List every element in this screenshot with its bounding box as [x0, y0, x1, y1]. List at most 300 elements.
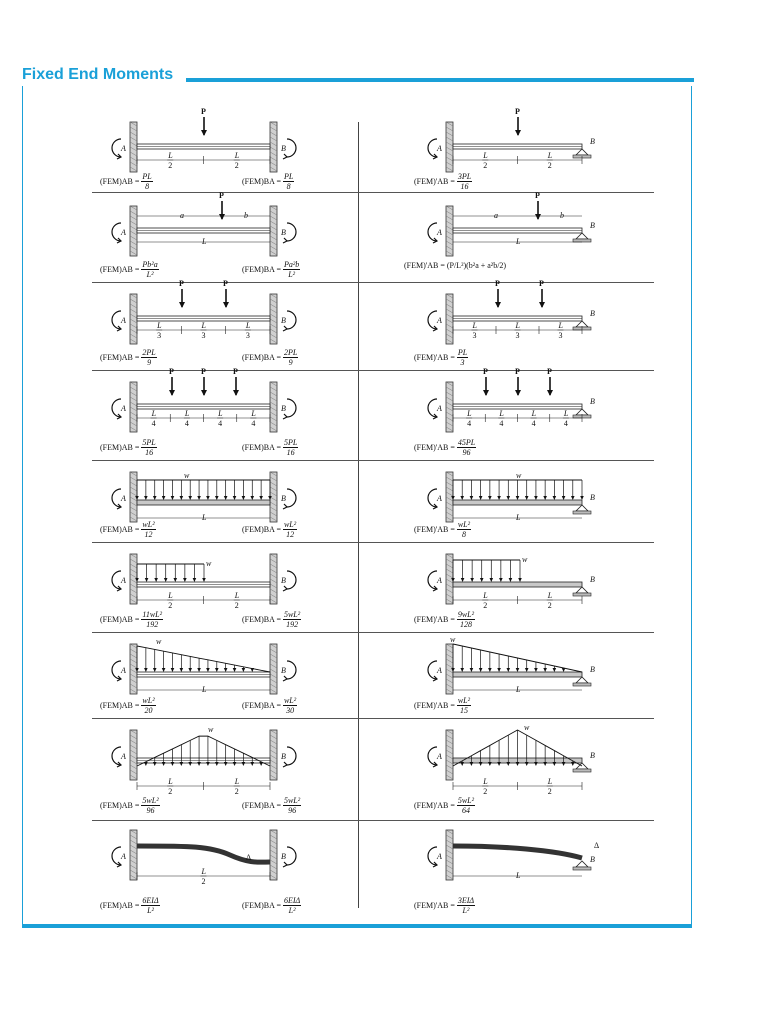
- formula-fraction: [283, 896, 301, 915]
- dimension-label: L: [151, 409, 157, 418]
- fem-ab-formula: [100, 610, 163, 629]
- load-label-w: w: [156, 637, 162, 646]
- moment-arrow-icon: [287, 139, 296, 157]
- formula-lhs: (FEM)AB =: [100, 701, 140, 710]
- moment-arrow-icon: [287, 661, 296, 679]
- support-label-b: B: [590, 137, 595, 146]
- formula-lhs: (FEM)AB =: [100, 177, 140, 186]
- fixed-support-wall: [130, 294, 137, 344]
- dimension-label: L: [202, 685, 207, 694]
- moment-arrow-icon: [112, 571, 121, 589]
- fixed-fixed-case: [100, 634, 320, 716]
- formula-numerator: wL²: [457, 696, 471, 705]
- moment-arrow-icon: [428, 847, 437, 865]
- support-label-a: A: [437, 404, 442, 413]
- moment-arrow-icon: [112, 747, 121, 765]
- dimension-label: L: [245, 321, 251, 330]
- load-label-p: P: [223, 279, 228, 288]
- formula-fraction: [141, 260, 158, 279]
- formula-numerator: 5wL²: [457, 796, 475, 805]
- formula-denominator: 16: [286, 448, 295, 457]
- fixed-support-wall: [130, 206, 137, 256]
- formula-denominator: 20: [144, 706, 153, 715]
- fem-ab-pinned-formula: [414, 438, 476, 457]
- fixed-support-wall: [270, 554, 277, 604]
- fixed-fixed-case: [100, 107, 320, 192]
- dimension-label: L: [201, 867, 206, 876]
- fem-ba-formula: [242, 696, 297, 715]
- dimension-denominator: 3: [472, 331, 477, 340]
- support-label-a: A: [121, 752, 126, 761]
- fem-ba-formula: [242, 260, 300, 279]
- fixed-support-wall: [446, 830, 453, 880]
- title-rule: [186, 78, 694, 82]
- formula-numerator: wL²: [457, 520, 471, 529]
- support-label-a: A: [121, 576, 126, 585]
- fixed-fixed-case: [100, 367, 320, 458]
- support-label-b: B: [281, 404, 286, 413]
- support-label-b: B: [281, 494, 286, 503]
- dimension-label: L: [251, 409, 256, 418]
- settlement-label: Δ: [246, 853, 252, 862]
- dimension-denominator: 2: [234, 161, 239, 170]
- row-separator: [92, 370, 654, 371]
- moment-arrow-icon: [287, 399, 296, 417]
- formula-numerator: 5wL²: [142, 796, 159, 805]
- fixed-fixed-case: [100, 544, 320, 630]
- fem-ba-formula: [242, 610, 301, 629]
- fixed-pinned-case: [404, 107, 624, 192]
- formula-fraction: [457, 696, 471, 715]
- dimension-label: L: [218, 409, 223, 418]
- moment-arrow-icon: [112, 223, 121, 241]
- dimension-label: L: [547, 591, 553, 600]
- fixed-pinned-case: [404, 634, 624, 716]
- formula-fraction: [283, 796, 301, 815]
- moment-arrow-icon: [287, 747, 296, 765]
- dimension-denominator: 4: [151, 419, 156, 428]
- formula-fraction: [283, 438, 298, 457]
- formula-lhs: (FEM)BA =: [242, 701, 281, 710]
- deflected-beam: [453, 846, 582, 858]
- moment-arrow-icon: [287, 847, 296, 865]
- dimension-label: L: [202, 513, 207, 522]
- fixed-fixed-case: [100, 279, 320, 368]
- formula-denominator: L²: [462, 906, 470, 915]
- dimension-label: L: [499, 409, 504, 418]
- formula-lhs: (FEM)AB =: [100, 801, 140, 810]
- fixed-pinned-case: [404, 367, 624, 458]
- dimension-denominator: 2: [483, 161, 488, 170]
- dimension-denominator: 2: [201, 877, 206, 886]
- formula-fraction: [141, 438, 156, 457]
- dimension-label-a: a: [494, 211, 498, 220]
- moment-arrow-icon: [112, 139, 121, 157]
- fem-ba-formula: [242, 796, 301, 815]
- formula-denominator: 16: [460, 182, 469, 191]
- dimension-label: L: [483, 591, 488, 600]
- support-label-a: A: [437, 852, 442, 861]
- dimension-denominator: 2: [168, 161, 173, 170]
- dimension-denominator: 2: [483, 787, 488, 796]
- load-label-p: P: [539, 279, 544, 288]
- fixed-pinned-case: [404, 544, 624, 630]
- formula-numerator: 5PL: [142, 438, 156, 447]
- load-label-w: w: [524, 723, 530, 732]
- formula-lhs: (FEM)BA =: [242, 525, 281, 534]
- fem-ba-formula: [242, 348, 298, 367]
- support-label-a: A: [121, 404, 126, 413]
- support-label-a: A: [121, 666, 126, 675]
- formula-lhs: (FEM)'AB =: [414, 701, 455, 710]
- fixed-pinned-case: [404, 462, 624, 540]
- dimension-denominator: 4: [531, 419, 536, 428]
- dimension-denominator: 3: [558, 331, 563, 340]
- dimension-denominator: 3: [515, 331, 520, 340]
- formula-lhs: (FEM)'AB =: [414, 177, 455, 186]
- formula-numerator: PL: [457, 348, 468, 357]
- fixed-support-wall: [446, 730, 453, 780]
- support-label-b: B: [590, 397, 595, 406]
- formula-fraction: [283, 172, 294, 191]
- formula-fraction: [283, 348, 298, 367]
- dimension-label: L: [516, 871, 521, 880]
- dimension-denominator: 2: [168, 787, 173, 796]
- dimension-label-b: b: [560, 211, 564, 220]
- formula-lhs: (FEM)'AB =: [414, 443, 455, 452]
- dimension-denominator: 4: [218, 419, 223, 428]
- formula-fraction: [457, 796, 475, 815]
- formula-fraction: [457, 520, 471, 539]
- formula-lhs: (FEM)'AB = (P/L²)(b²a + a²b/2): [404, 260, 507, 270]
- support-label-a: A: [437, 666, 442, 675]
- dimension-label: L: [547, 151, 553, 160]
- row-separator: [92, 718, 654, 719]
- formula-numerator: 2PL: [283, 348, 298, 357]
- formula-denominator: L²: [146, 270, 154, 279]
- formula-fraction: [141, 796, 159, 815]
- fixed-support-wall: [446, 206, 453, 256]
- formula-denominator: 128: [459, 620, 472, 629]
- fixed-pinned-case: [404, 191, 624, 280]
- dimension-label-a: a: [180, 211, 184, 220]
- dimension-denominator: 2: [483, 601, 488, 610]
- dimension-label: L: [483, 777, 488, 786]
- load-label-w: w: [184, 471, 190, 480]
- formula-lhs: (FEM)BA =: [242, 265, 281, 274]
- formula-denominator: 8: [145, 182, 150, 191]
- dimension-denominator: 2: [234, 787, 239, 796]
- dimension-label: L: [234, 777, 240, 786]
- row-separator: [92, 282, 654, 283]
- formula-numerator: wL²: [283, 520, 297, 529]
- formula-lhs: (FEM)AB =: [100, 353, 140, 362]
- support-label-b: B: [281, 852, 286, 861]
- formula-lhs: (FEM)AB =: [100, 901, 140, 910]
- support-label-b: B: [281, 144, 286, 153]
- fixed-pinned-case: [404, 820, 624, 916]
- dimension-label: L: [157, 321, 162, 330]
- fixed-support-wall: [270, 730, 277, 780]
- formula-lhs: (FEM)BA =: [242, 901, 281, 910]
- dimension-label: L: [516, 237, 521, 246]
- fixed-support-wall: [130, 382, 137, 432]
- support-label-b: B: [281, 228, 286, 237]
- formula-lhs: (FEM)BA =: [242, 801, 281, 810]
- dimension-label: L: [202, 237, 207, 246]
- support-label-b: B: [281, 752, 286, 761]
- formula-numerator: wL²: [142, 696, 155, 705]
- formula-numerator: 6EIΔ: [142, 896, 159, 905]
- fixed-support-wall: [270, 382, 277, 432]
- formula-numerator: 2PL: [142, 348, 156, 357]
- fixed-support-wall: [130, 122, 137, 172]
- formula-numerator: wL²: [283, 696, 297, 705]
- support-label-b: B: [281, 316, 286, 325]
- fem-ab-pinned-formula: [414, 172, 472, 191]
- dimension-denominator: 2: [547, 601, 552, 610]
- formula-numerator: Pa²b: [283, 260, 300, 269]
- row-separator: [92, 632, 654, 633]
- formula-numerator: 11wL²: [142, 610, 162, 619]
- beam: [453, 500, 582, 505]
- formula-numerator: 5wL²: [283, 796, 301, 805]
- formula-denominator: 64: [461, 806, 470, 815]
- support-label-a: A: [437, 494, 442, 503]
- dimension-denominator: 4: [563, 419, 568, 428]
- formula-denominator: 96: [146, 806, 155, 815]
- formula-lhs: (FEM)BA =: [242, 177, 281, 186]
- dimension-label: L: [168, 591, 173, 600]
- fem-ab-pinned-formula: [414, 796, 475, 815]
- support-label-a: A: [121, 228, 126, 237]
- formula-fraction: [283, 520, 297, 539]
- formula-denominator: 12: [144, 530, 153, 539]
- fixed-support-wall: [270, 644, 277, 694]
- fem-ab-pinned-formula: [414, 696, 471, 715]
- beam: [453, 582, 582, 587]
- dimension-label: L: [168, 777, 173, 786]
- fem-ab-formula: [100, 260, 159, 279]
- load-label-p: P: [201, 107, 206, 116]
- support-label-a: A: [437, 752, 442, 761]
- dimension-label: L: [558, 321, 563, 330]
- moment-arrow-icon: [428, 399, 437, 417]
- formula-lhs: (FEM)BA =: [242, 443, 281, 452]
- column-divider: [358, 122, 359, 908]
- formula-fraction: [283, 696, 297, 715]
- fem-ba-formula: [242, 896, 301, 915]
- fem-ab-formula: [100, 520, 156, 539]
- support-label-b: B: [590, 855, 595, 864]
- load-label-p: P: [233, 367, 238, 376]
- fem-ab-pinned-formula: [414, 610, 475, 629]
- fixed-support-wall: [446, 382, 453, 432]
- moment-arrow-icon: [112, 847, 121, 865]
- load-label-w: w: [522, 555, 528, 564]
- dimension-label: L: [168, 151, 173, 160]
- dimension-denominator: 4: [467, 419, 472, 428]
- fem-ab-formula: [100, 438, 157, 457]
- roller-support-icon: [576, 677, 588, 683]
- load-label-w: w: [450, 635, 456, 644]
- formula-numerator: 3EIΔ: [457, 896, 475, 905]
- formula-denominator: L²: [288, 270, 296, 279]
- fixed-support-wall: [270, 830, 277, 880]
- fixed-fixed-case: [100, 191, 320, 280]
- formula-denominator: L²: [147, 906, 154, 915]
- formula-lhs: (FEM)AB =: [100, 615, 140, 624]
- formula-lhs: (FEM)'AB =: [414, 525, 455, 534]
- fixed-support-wall: [446, 122, 453, 172]
- roller-support-icon: [576, 233, 588, 239]
- roller-support-icon: [576, 149, 588, 155]
- support-label-b: B: [590, 221, 595, 230]
- support-label-b: B: [281, 576, 286, 585]
- dimension-label: L: [516, 685, 521, 694]
- support-label-b: B: [281, 666, 286, 675]
- support-label-b: B: [590, 493, 595, 502]
- load-label-p: P: [535, 191, 540, 200]
- fixed-fixed-case: [100, 462, 320, 540]
- fem-ba-formula: [242, 172, 294, 191]
- formula-numerator: wL²: [142, 520, 155, 529]
- support-label-a: A: [121, 494, 126, 503]
- dimension-label: L: [467, 409, 472, 418]
- formula-denominator: 192: [286, 620, 299, 629]
- moment-arrow-icon: [428, 747, 437, 765]
- formula-denominator: 96: [462, 448, 471, 457]
- formula-denominator: 15: [459, 706, 468, 715]
- formula-fraction: [141, 896, 159, 915]
- moment-arrow-icon: [287, 489, 296, 507]
- support-label-a: A: [437, 144, 442, 153]
- formula-denominator: 8: [461, 530, 466, 539]
- load-label-w: w: [208, 725, 214, 734]
- formula-fraction: [283, 260, 300, 279]
- dimension-label: L: [234, 151, 240, 160]
- formula-fraction: [457, 610, 475, 629]
- beam: [137, 500, 270, 505]
- formula-denominator: 96: [288, 806, 297, 815]
- fem-ab-pinned-formula: [404, 260, 506, 270]
- row-separator: [92, 542, 654, 543]
- support-label-a: A: [121, 316, 126, 325]
- dimension-label: L: [483, 151, 488, 160]
- formula-fraction: [457, 896, 475, 915]
- dimension-label-b: b: [244, 211, 248, 220]
- page-title: Fixed End Moments: [22, 66, 174, 83]
- fixed-support-wall: [270, 122, 277, 172]
- formula-fraction: [457, 172, 472, 191]
- load-label-p: P: [201, 367, 206, 376]
- formula-fraction: [141, 520, 155, 539]
- formula-denominator: 9: [147, 358, 152, 367]
- fem-ba-formula: [242, 520, 297, 539]
- support-label-a: A: [437, 576, 442, 585]
- dimension-denominator: 2: [547, 161, 552, 170]
- row-separator: [92, 192, 654, 193]
- dimension-denominator: 3: [157, 331, 162, 340]
- dimension-label: L: [201, 321, 206, 330]
- dimension-denominator: 3: [245, 331, 250, 340]
- fixed-fixed-case: [100, 720, 320, 816]
- fem-ab-formula: [100, 696, 156, 715]
- formula-numerator: Pb²a: [142, 260, 158, 269]
- fem-ab-formula: [100, 896, 160, 915]
- support-label-b: B: [590, 575, 595, 584]
- formula-numerator: PL: [142, 172, 152, 181]
- formula-numerator: PL: [283, 172, 294, 181]
- dimension-denominator: 2: [168, 601, 173, 610]
- fem-ab-formula: [100, 172, 153, 191]
- moment-arrow-icon: [112, 489, 121, 507]
- formula-lhs: (FEM)'AB =: [414, 801, 455, 810]
- formula-denominator: 9: [288, 358, 293, 367]
- load-label-p: P: [515, 107, 520, 116]
- moment-arrow-icon: [428, 571, 437, 589]
- support-label-b: B: [590, 309, 595, 318]
- formula-numerator: 45PL: [457, 438, 476, 447]
- formula-numerator: 6EIΔ: [283, 896, 301, 905]
- roller-support-icon: [576, 861, 588, 867]
- fixed-support-wall: [270, 294, 277, 344]
- moment-arrow-icon: [112, 311, 121, 329]
- moment-arrow-icon: [428, 489, 437, 507]
- dimension-label: L: [563, 409, 569, 418]
- formula-denominator: 30: [286, 706, 295, 715]
- settlement-label: Δ: [594, 841, 600, 850]
- formula-denominator: 3: [460, 358, 465, 367]
- formula-denominator: 16: [145, 448, 154, 457]
- fixed-support-wall: [270, 206, 277, 256]
- fixed-pinned-case: [404, 279, 624, 368]
- load-label-p: P: [483, 367, 488, 376]
- fem-ab-pinned-formula: [414, 520, 471, 539]
- moment-arrow-icon: [287, 311, 296, 329]
- load-label-p: P: [219, 191, 224, 200]
- dimension-label: L: [516, 513, 521, 522]
- support-label-a: A: [437, 228, 442, 237]
- formula-denominator: 192: [146, 620, 159, 629]
- moment-arrow-icon: [112, 399, 121, 417]
- formula-fraction: [283, 610, 301, 629]
- formula-denominator: 8: [286, 182, 291, 191]
- support-label-a: A: [121, 852, 126, 861]
- formula-numerator: 5wL²: [283, 610, 301, 619]
- dimension-label: L: [234, 591, 240, 600]
- formula-fraction: [141, 348, 156, 367]
- dimension-denominator: 4: [184, 419, 189, 428]
- formula-denominator: 12: [286, 530, 295, 539]
- fixed-support-wall: [130, 730, 137, 780]
- dimension-denominator: 4: [251, 419, 256, 428]
- formula-lhs: (FEM)AB =: [100, 525, 140, 534]
- dimension-label: L: [531, 409, 537, 418]
- formula-lhs: (FEM)BA =: [242, 353, 281, 362]
- dimension-denominator: 4: [499, 419, 504, 428]
- beam: [453, 672, 582, 677]
- formula-numerator: 9wL²: [457, 610, 475, 619]
- support-label-b: B: [590, 665, 595, 674]
- formula-lhs: (FEM)AB =: [100, 265, 140, 274]
- moment-arrow-icon: [428, 661, 437, 679]
- row-separator: [92, 460, 654, 461]
- fem-ab-pinned-formula: [414, 896, 475, 915]
- dimension-denominator: 2: [234, 601, 239, 610]
- formula-lhs: (FEM)'AB =: [414, 901, 455, 910]
- moment-arrow-icon: [287, 571, 296, 589]
